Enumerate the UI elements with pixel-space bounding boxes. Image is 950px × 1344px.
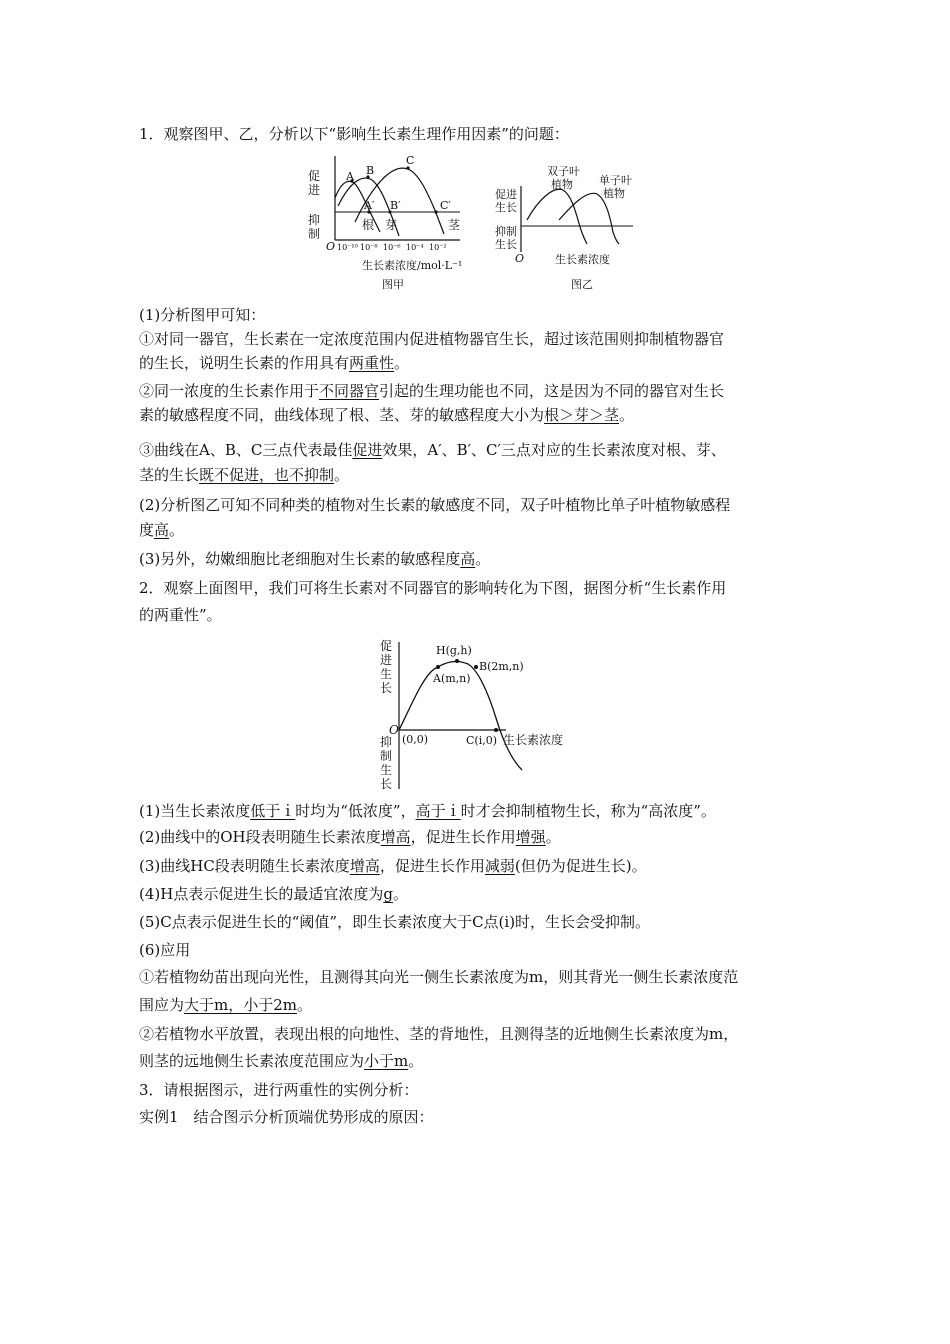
q2-s1: (1)当生长素浓度低于ｉ时均为“低浓度”，高于ｉ时才会抑制植物生长，称为“高浓度”。	[139, 802, 716, 820]
yi-origin: O	[515, 252, 525, 265]
q2-s6-1b: 围应为大于m，小于2m。	[139, 996, 313, 1014]
jia-cross-b: B′	[390, 199, 401, 212]
jia-ylabel-3: 抑	[308, 213, 321, 227]
jia-peak-c: C	[406, 154, 415, 167]
jia-organ-root: 根	[362, 218, 375, 232]
q1-p3: (3)另外，幼嫩细胞比老细胞对生长素的敏感程度高。	[139, 550, 491, 568]
figure-dual-effect	[376, 634, 576, 794]
jia-ylabel-1: 促	[308, 169, 321, 183]
jia-peak-b: B	[366, 164, 375, 177]
fig3-point-h: H(g,h)	[436, 644, 472, 657]
yi-dicot-2: 植物	[551, 178, 573, 191]
fig3-ylabel-6: 制	[380, 749, 393, 763]
fig3-origin: O	[389, 723, 399, 737]
q2-s4: (4)H点表示促进生长的最适宜浓度为g。	[139, 885, 408, 903]
jia-cross-a: A′	[364, 199, 375, 212]
yi-monocot-1: 单子叶	[599, 174, 632, 187]
q1-p1-3b: 茎的生长既不促进，也不抑制。	[139, 466, 350, 484]
q1-p1-1b: 的生长，说明生长素的作用具有两重性。	[139, 354, 410, 372]
q1-p1-2a: ②同一浓度的生长素作用于不同器官引起的生理功能也不同，这是因为不同的器官对生长	[139, 382, 725, 400]
fig3-ylabel-7: 生	[380, 763, 393, 777]
q2-intro-b: 的两重性”。	[139, 606, 222, 624]
yi-xlabel: 生长素浓度	[555, 253, 610, 266]
jia-peak-a: A	[346, 170, 354, 183]
jia-ylabel-2: 进	[308, 183, 321, 197]
q2-s2: (2)曲线中的OH段表明随生长素浓度增高，促进生长作用增强。	[139, 828, 561, 846]
q3-example-1: 实例1 结合图示分析顶端优势形成的原因：	[139, 1108, 434, 1126]
fig3-point-a: A(m,n)	[433, 672, 471, 685]
fig3-point-c: C(i,0)	[466, 734, 498, 747]
jia-cross-c: C′	[440, 199, 451, 212]
jia-tick-3: 10⁻⁶	[383, 243, 401, 252]
q2-s6: (6)应用	[139, 941, 191, 959]
jia-tick-5: 10⁻²	[429, 243, 447, 252]
q1-p2b: 度高。	[139, 521, 185, 539]
yi-ylabel-4: 生长	[495, 238, 517, 251]
yi-ylabel-2: 生长	[495, 201, 517, 214]
jia-xlabel: 生长素浓度/mol·L⁻¹	[362, 259, 463, 272]
fig3-ylabel-5: 抑	[380, 735, 393, 749]
fig3-ylabel-1: 促	[380, 639, 393, 653]
jia-tick-4: 10⁻⁴	[406, 243, 424, 252]
q1-p2a: (2)分析图乙可知不同种类的植物对生长素的敏感度不同，双子叶植物比单子叶植物敏感程	[139, 496, 731, 514]
fig3-ylabel-4: 长	[380, 681, 393, 695]
q2-intro-a: 2．观察上面图甲，我们可将生长素对不同器官的影响转化为下图，据图分析“生长素作用	[139, 579, 727, 597]
q2-s3: (3)曲线HC段表明随生长素浓度增高，促进生长作用减弱(但仍为促进生长)。	[139, 857, 647, 875]
q2-s6-1a: ①若植物幼苗出现向光性，且测得其向光一侧生长素浓度为m，则其背光一侧生长素浓度范	[139, 968, 739, 986]
jia-organ-stem: 茎	[448, 218, 461, 232]
fig3-ylabel-3: 生	[380, 667, 393, 681]
yi-ylabel-3: 抑制	[495, 225, 517, 238]
fig3-xlabel: 生长素浓度	[503, 733, 564, 747]
q1-p1-1a: ①对同一器官，生长素在一定浓度范围内促进植物器官生长，超过该范围则抑制植物器官	[139, 330, 725, 348]
fig3-ylabel-2: 进	[380, 653, 393, 667]
q2-s6-2a: ②若植物水平放置，表现出根的向地性、茎的背地性，且测得茎的近地侧生长素浓度为m，	[139, 1025, 739, 1043]
q1-p1-2b: 素的敏感程度不同，曲线体现了根、茎、芽的敏感程度大小为根＞芽＞茎。	[139, 406, 635, 424]
figure-jia	[300, 150, 480, 295]
figure-yi	[493, 160, 668, 295]
yi-caption: 图乙	[571, 278, 593, 291]
fig3-origin-point: (0,0)	[402, 733, 429, 746]
fig3-ylabel-8: 长	[380, 777, 393, 791]
yi-monocot-2: 植物	[603, 187, 625, 200]
fig3-point-b: B(2m,n)	[479, 660, 524, 673]
q2-s6-2b: 则茎的远地侧生长素浓度范围应为小于m。	[139, 1052, 424, 1070]
jia-organ-bud: 芽	[385, 218, 398, 232]
q1-p1-3a: ③曲线在A、B、C三点代表最佳促进效果，A′、B′、C′三点对应的生长素浓度对根、芽、	[139, 441, 726, 459]
yi-ylabel-1: 促进	[495, 188, 517, 201]
jia-ylabel-4: 制	[308, 227, 321, 241]
monocot-curve	[559, 193, 619, 244]
q2-s5: (5)C点表示促进生长的“阈值”，即生长素浓度大于C点(i)时，生长会受抑制。	[139, 913, 651, 931]
q1-p1-head: (1)分析图甲可知：	[139, 306, 266, 324]
jia-tick-1: 10⁻¹⁰	[337, 243, 358, 252]
jia-caption: 图甲	[382, 278, 404, 291]
yi-dicot-1: 双子叶	[547, 165, 580, 178]
jia-origin: O	[326, 240, 336, 253]
dicot-curve	[527, 189, 587, 244]
jia-tick-2: 10⁻⁸	[360, 243, 378, 252]
q3-intro: 3．请根据图示，进行两重性的实例分析：	[139, 1081, 419, 1099]
q1-intro: 1．观察图甲、乙，分析以下“影响生长素生理作用因素”的问题：	[139, 125, 569, 143]
